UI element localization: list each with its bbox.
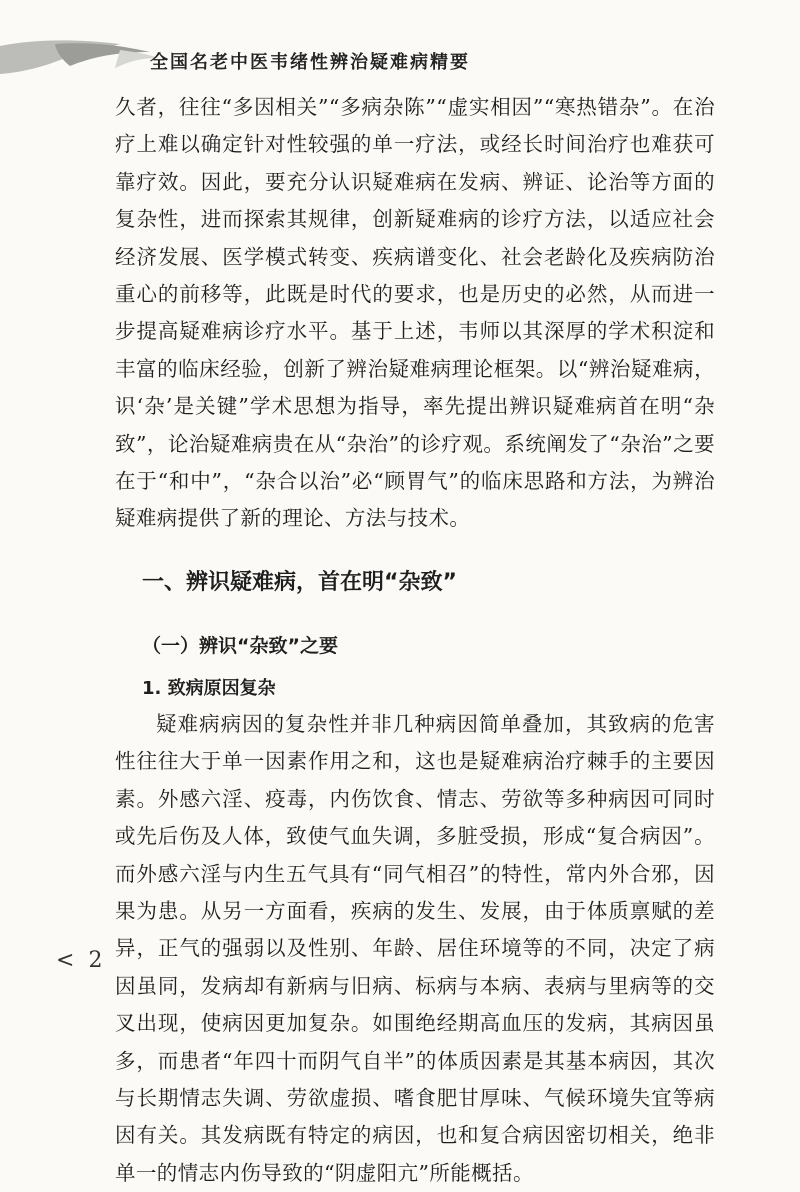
running-head-title: 全国名老中医韦绪性辨治疑难病精要 (150, 52, 470, 73)
item-heading: 1. 致病原因复杂 (142, 677, 276, 699)
running-header (0, 38, 800, 78)
page-footer (56, 948, 102, 973)
header-swoosh-ornament (0, 38, 160, 78)
section-heading: 一、辨识疑难病，首在明“杂致” (142, 569, 457, 595)
page-number: 2 (88, 948, 103, 973)
page-marker-icon: < (56, 948, 75, 973)
intro-paragraph: 久者，往往“多因相关”“多病杂陈”“虚实相因”“寒热错杂”。在治疗上难以确定针对性较强的单一疗法，或经长时间治疗也难获可靠疗效。因此，要充分认识疑难病在发病、辨证、论治等方面的复杂性，进而探索其规律，创新疑难病的诊疗方法，以适应社会经济发展、医学模式转变、疾病谱变化、社会老龄化及疾病防治重心的前移等，此既是时代的要求，也是历史的必然，从而进一步提高疑难病诊疗水平。基于上述，韦师以其深厚的学术积淀和丰富的临床经验，创新了辨治疑难病理论框架。以“辨治疑难病，识‘杂’是关键”学术思想为指导，率先提出辨识疑难病首在明“杂致”，论治疑难病贵在从“杂治”的诊疗观。系统阐发了“杂治”之要在于“和中”，“杂合以治”必“顾胃气”的临床思路和方法，为辨治疑难病提供了新的理论、方法与技术。 (115, 95, 715, 531)
body-paragraph: 疑难病病因的复杂性并非几种病因简单叠加，其致病的危害性往往大于单一因素作用之和，这也是疑难病治疗棘手的主要因素。外感六淫、疫毒，内伤饮食、情志、劳欲等多种病因可同时或先后伤及人体，致使气血失调，多脏受损，形成“复合病因”。而外感六淫与内生五气具有“同气相召”的特性，常内外合邪，因果为患。从另一方面看，疾病的发生、发展，由于体质禀赋的差异，正气的强弱以及性别、年龄、居住环境等的不同，决定了病因虽同，发病却有新病与旧病、标病与本病、表病与里病等的交叉出现，使病因更加复杂。如围绝经期高血压的发病，其病因虽多，而患者“年四十而阴气自半”的体质因素是其基本病因，其次与长期情志失调、劳欲虚损、嗜食肥甘厚味、气候环境失宜等病因有关。其发病既有特定的病因，也和复合病因密切相关，绝非单一的情志内伤导致的“阴虚阳亢”所能概括。 (115, 711, 715, 1185)
page-body (115, 89, 715, 1192)
subsection-heading: （一）辨识“杂致”之要 (142, 634, 338, 657)
